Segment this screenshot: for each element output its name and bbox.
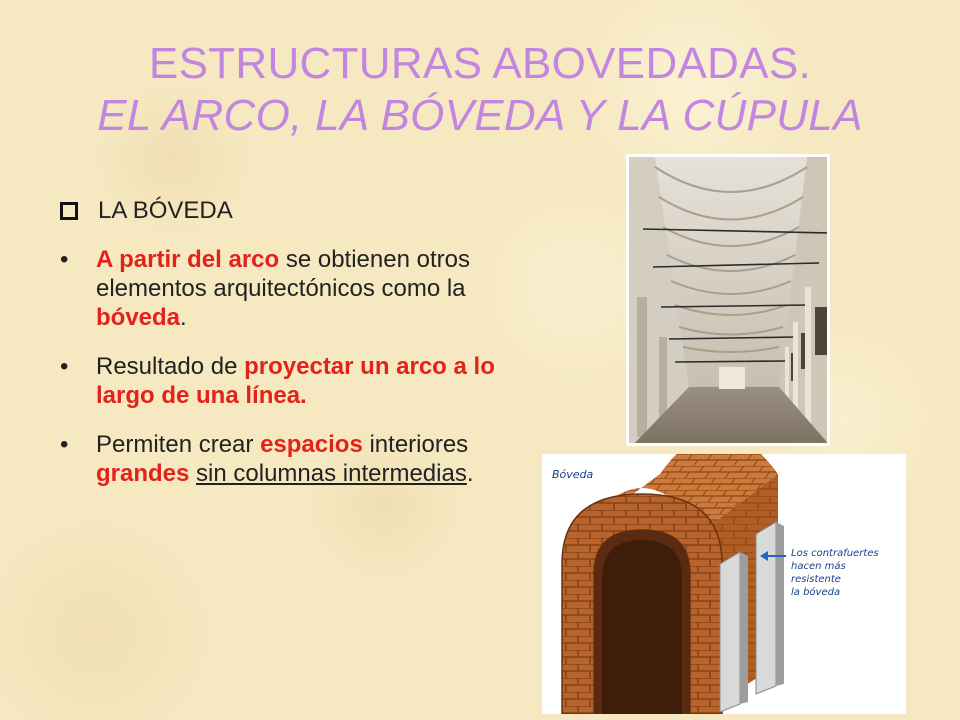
section-heading bbox=[60, 196, 520, 225]
bullet-1-highlight-2: bóveda bbox=[96, 304, 181, 331]
bullet-item-1 bbox=[60, 245, 520, 332]
slide-title bbox=[0, 38, 960, 142]
bullet-item-3 bbox=[60, 430, 520, 488]
vaulted-corridor-photo bbox=[626, 154, 830, 446]
bullet-3-highlight-1: espacios bbox=[260, 431, 363, 458]
content-panel bbox=[60, 196, 520, 508]
bullet-3-highlight-2: grandes bbox=[96, 460, 190, 487]
bullet-item-2 bbox=[60, 352, 520, 410]
bullet-1-highlight: A partir del arco bbox=[96, 246, 280, 273]
vaulted-corridor-illustration bbox=[629, 157, 830, 446]
buttress-label-line-4: la bóveda bbox=[791, 587, 841, 598]
title-line-1: ESTRUCTURAS ABOVEDADAS. bbox=[148, 39, 812, 88]
buttress-label-line-2: hacen más bbox=[791, 561, 846, 572]
buttress-label bbox=[791, 547, 901, 599]
checkbox-bullet-icon bbox=[60, 202, 78, 220]
bullet-3-text-1: Permiten crear bbox=[96, 431, 261, 458]
section-heading-text: LA BÓVEDA bbox=[98, 197, 233, 224]
bullet-3-underlined: sin columnas intermedias bbox=[196, 460, 467, 487]
brick-vault-diagram bbox=[542, 454, 906, 714]
title-line-2: EL ARCO, LA BÓVEDA Y LA CÚPULA bbox=[97, 91, 863, 140]
vault-label: Bóveda bbox=[552, 468, 594, 481]
buttress-label-line-1: Los contrafuertes bbox=[791, 548, 879, 559]
bullet-1-text: se obtienen otros elementos arquitectónicos como la bbox=[96, 246, 470, 302]
bullet-1-end: . bbox=[180, 304, 187, 331]
bullet-list bbox=[60, 245, 520, 488]
bullet-3-text-2: interiores bbox=[362, 431, 469, 458]
buttress-label-line-3: resistente bbox=[791, 574, 841, 585]
bullet-2-highlight: proyectar un arco a lo largo de una línea. bbox=[96, 353, 495, 409]
bullet-3-end: . bbox=[466, 460, 474, 487]
bullet-2-text: Resultado de bbox=[96, 353, 245, 380]
